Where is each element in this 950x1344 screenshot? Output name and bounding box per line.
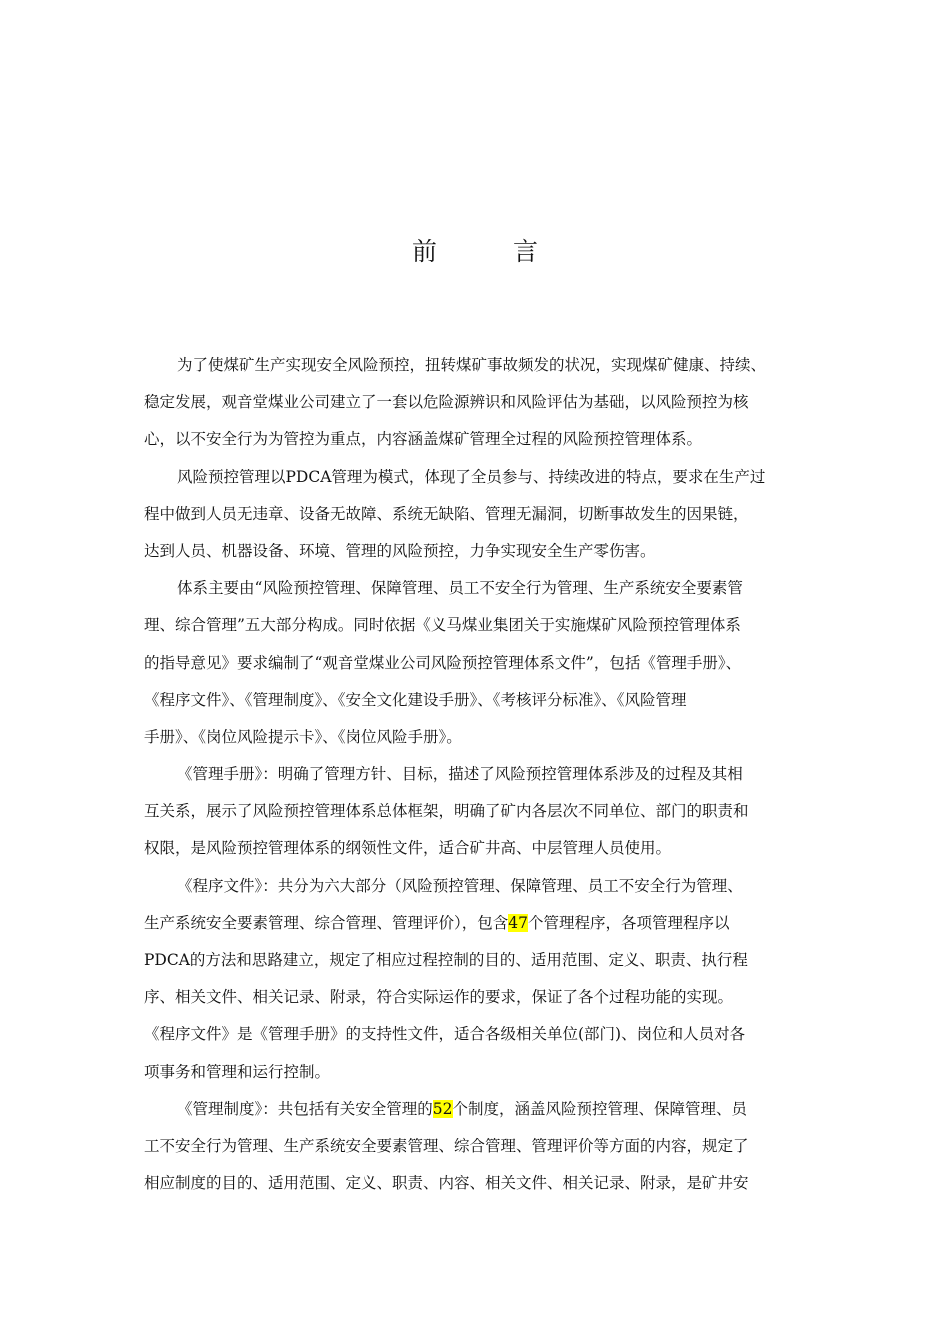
text-line: 稳定发展，观音堂煤业公司建立了一套以危险源辨识和风险评估为基础，以风险预控为核 bbox=[144, 393, 749, 412]
text-line: 程中做到人员无违章、设备无故障、系统无缺陷、管理无漏洞，切断事故发生的因果链， bbox=[144, 504, 749, 523]
text-line bbox=[144, 905, 816, 942]
text-line: 达到人员、机器设备、环境、管理的风险预控，力争实现安全生产零伤害。 bbox=[144, 541, 656, 560]
text-line: 相应制度的目的、适用范围、定义、职责、内容、相关文件、相关记录、附录，是矿井安 bbox=[144, 1174, 749, 1193]
text-segment: 个制度，涵盖风险预控管理、保障管理、员 bbox=[452, 1099, 748, 1118]
page-title bbox=[0, 232, 950, 272]
preface-body bbox=[144, 347, 816, 1202]
title-char-1: 前 bbox=[411, 237, 437, 266]
text-line: 《程序文件》：共分为六大部分（风险预控管理、保障管理、员工不安全行为管理、 bbox=[177, 876, 743, 895]
text-line: 《程序文件》、《管理制度》、《安全文化建设手册》、《考核评分标准》、《风险管理 bbox=[144, 690, 687, 709]
highlighted-number: 52 bbox=[432, 1099, 453, 1118]
text-line: 互关系，展示了风险预控管理体系总体框架，明确了矿内各层次不同单位、部门的职责和 bbox=[144, 802, 749, 821]
text-segment: 个管理程序，各项管理程序以 bbox=[528, 913, 730, 932]
text-line: 工不安全行为管理、生产系统安全要素管理、综合管理、管理评价等方面的内容，规定了 bbox=[144, 1136, 749, 1155]
text-line: 理、综合管理”五大部分构成。同时依据《义马煤业集团关于实施煤矿风险预控管理体系 bbox=[144, 616, 741, 635]
title-char-2: 言 bbox=[513, 237, 539, 266]
text-line: 手册》、《岗位风险提示卡》、《岗位风险手册》。 bbox=[144, 727, 462, 746]
text-segment: 生产系统安全要素管理、综合管理、管理评价），包含 bbox=[144, 913, 509, 932]
text-line: 体系主要由“风险预控管理、保障管理、员工不安全行为管理、生产系统安全要素管 bbox=[177, 579, 743, 598]
text-line: 风险预控管理以PDCA管理为模式，体现了全员参与、持续改进的特点，要求在生产过 bbox=[177, 467, 766, 486]
text-line: 为了使煤矿生产实现安全风险预控，扭转煤矿事故频发的状况，实现煤矿健康、持续、 bbox=[177, 356, 767, 374]
text-line: 《程序文件》是《管理手册》的支持性文件，适合各级相关单位(部门)、岗位和人员对各 bbox=[144, 1025, 746, 1044]
text-line: 心，以不安全行为为管控为重点，内容涵盖煤矿管理全过程的风险预控管理体系。 bbox=[144, 430, 703, 449]
text-line: 《管理手册》：明确了管理方针、目标，描述了风险预控管理体系涉及的过程及其相 bbox=[177, 765, 743, 784]
text-line: 权限，是风险预控管理体系的纲领性文件，适合矿井高、中层管理人员使用。 bbox=[144, 839, 672, 858]
text-line: 序、相关文件、相关记录、附录，符合实际运作的要求，保证了各个过程功能的实现。 bbox=[144, 988, 734, 1007]
text-line: 的指导意见》要求编制了“观音堂煤业公司风险预控管理体系文件”，包括《管理手册》、 bbox=[144, 653, 742, 672]
highlighted-number: 47 bbox=[508, 913, 528, 932]
text-line: PDCA的方法和思路建立，规定了相应过程控制的目的、适用范围、定义、职责、执行程 bbox=[144, 951, 748, 969]
text-line bbox=[144, 1091, 816, 1128]
text-segment: 《管理制度》：共包括有关安全管理的 bbox=[177, 1099, 433, 1118]
text-line: 项事务和管理和运行控制。 bbox=[144, 1062, 331, 1081]
